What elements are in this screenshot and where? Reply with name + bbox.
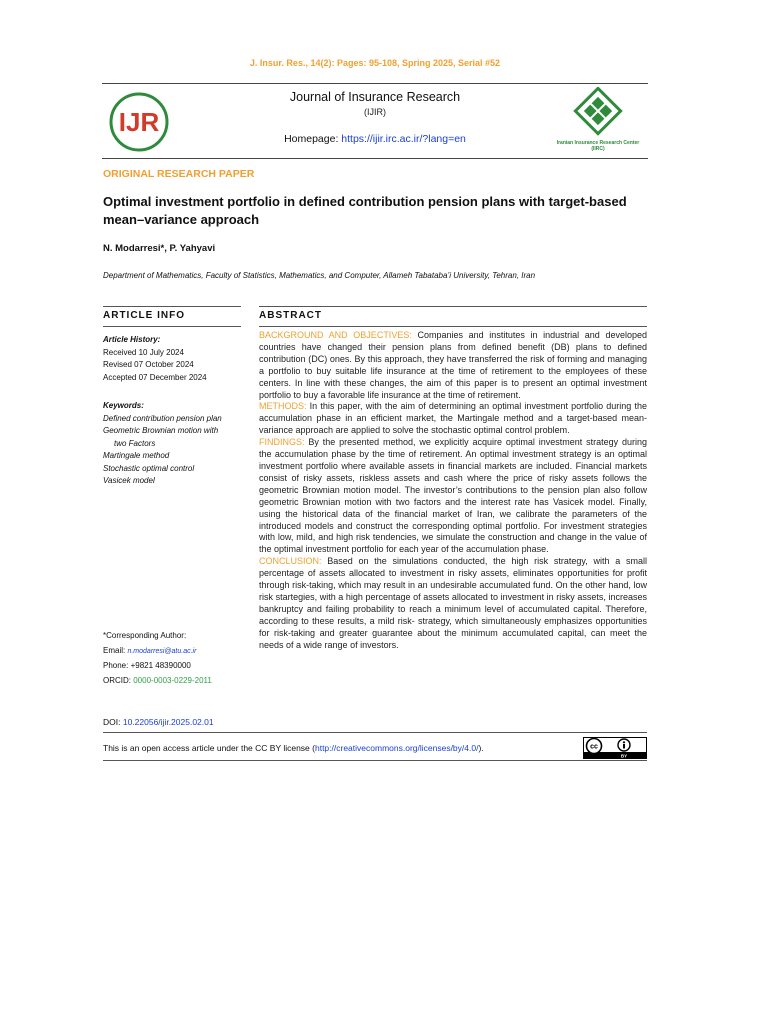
license-notice: This is an open access article under the CC BY license (http://creativecommons.org/licenses/by/4.0/).	[103, 743, 484, 753]
header-top-rule	[102, 83, 648, 84]
article-history	[103, 334, 253, 384]
abstract-heading: ABSTRACT	[259, 310, 322, 321]
keyword: Defined contribution pension plan	[103, 413, 222, 423]
abstract-body	[259, 330, 647, 651]
article-info-top-rule	[103, 306, 241, 307]
authors: N. Modarresi*, P. Yahyavi	[103, 243, 216, 254]
revised-date: Revised 07 October 2024	[103, 360, 194, 369]
orcid-link[interactable]: 0000-0003-0229-2011	[133, 676, 212, 685]
journal-title: Journal of Insurance Research	[289, 90, 461, 104]
accepted-date: Accepted 07 December 2024	[103, 372, 207, 382]
license-bottom-rule	[103, 760, 647, 761]
keyword: Geometric Brownian motion with	[103, 426, 219, 435]
abstract-conclusion: CONCLUSION: Based on the simulations conducted, the high risk strategy, with a small percentage of assets allocated to investment in risky assets, eliminates opportunities for profit through risk-taking, which may result in an undesirable accumulated fund. On the other hand, low risk startegies, with a high percentage of assets allocated to investment in risky assets, increases bankruptcy and failing probability to reach a minimum level of accumulated capital. Therefore, according to these results, a mild risk- strategy, which simultaneously emphasizes opportunities for risk-taking and greater guarantee about the minimum accumulated capital, can meet the needs of a wide range of investors.	[259, 556, 647, 650]
doi-link[interactable]: 10.22056/ijir.2025.02.01	[122, 717, 214, 727]
abstract-methods: METHODS: In this paper, with the aim of determining an optimal investment portfolio during the accumulation phase in an efficient market, the Martingale method and a target-based mean-variance approach are applied to solve the stochastic optimal control problem.	[259, 401, 647, 436]
abstract-background: BACKGROUND AND OBJECTIVES: Companies and institutes in industrial and developed countries have changed their pension plans from defined benefit (DB) plans to defined contribution (DC) ones. By this approach, they have transferred the risk of forming and managing a portfolio to buy suitable life insurance at the time of retirement to the employees of these centers. In line with these changes, the aim of this paper is to present an optimal investment portfolio to buy a favorable life insurance at the time of retirement.	[259, 330, 647, 400]
license-link[interactable]: http://creativecommons.org/licenses/by/4.0/	[314, 743, 479, 753]
cc-badge-text: BY	[620, 753, 628, 759]
homepage-link[interactable]: https://ijir.irc.ac.ir/?lang=en	[341, 133, 466, 145]
license-top-rule	[103, 732, 647, 733]
keywords-block	[103, 400, 253, 488]
svg-text:cc: cc	[590, 743, 598, 751]
corresponding-phone: Phone: +9821 48390000	[103, 661, 191, 670]
abstract-top-rule	[259, 306, 647, 307]
journal-homepage	[230, 133, 520, 145]
corresponding-email: Email: n.modarresi@atu.ac.ir	[103, 646, 197, 655]
article-info-heading: ARTICLE INFO	[103, 310, 185, 321]
ijir-logo	[106, 92, 172, 152]
header-bottom-rule	[102, 158, 648, 159]
abstract-findings: FINDINGS: By the presented method, we explicitly acquire optimal investment strategy during the accumulation phase by the time of retirement. An optimal investment strategy is an optimal investment portfolio where available assets in financial markets are included. Financial markets consist of risky assets, riskless assets and cash where the price of risky assets follows the geometric Brownian motion model. The investor’s contributions to the pension plan also follow geometric Brownian motion with two factors and the interest rate has Vasicek model. Finally, using the historical data of the financial market of Iran, we calibrate the parameters of the introduced models and construct the corresponding optimal portfolio. For investment strategies with low, mild, and high risk tendencies, we simulate the construction and change in the value of the optimal investment portfolio for each year of the accumulation phase.	[259, 437, 647, 555]
abstract-bottom-rule	[259, 326, 647, 327]
keyword: Stochastic optimal control	[103, 463, 195, 473]
iirc-logo-text: Iranian Insurance Research Center (IIRC)	[556, 140, 640, 152]
keyword: Martingale method	[103, 451, 170, 460]
doi: DOI: 10.22056/ijir.2025.02.01	[103, 717, 214, 727]
received-date: Received 10 July 2024	[103, 347, 184, 357]
paper-type-label: ORIGINAL RESEARCH PAPER	[103, 168, 255, 180]
homepage-label: Homepage:	[284, 133, 339, 145]
ijir-logo-text: IJR	[118, 107, 160, 137]
email-link[interactable]: n.modarresi@atu.ac.ir	[127, 648, 197, 655]
journal-citation: J. Insur. Res., 14(2): Pages: 95-108, Spring 2025, Serial #52	[249, 58, 501, 68]
keyword: Vasicek model	[103, 476, 155, 485]
article-info-bottom-rule	[103, 326, 241, 327]
cc-by-badge-icon[interactable]	[583, 737, 647, 759]
affiliation: Department of Mathematics, Faculty of Statistics, Mathematics, and Computer, Allameh Tabataba’i University, Tehran, Iran	[103, 271, 536, 280]
keywords-label: Keywords:	[103, 401, 144, 410]
history-label: Article History:	[103, 335, 161, 344]
paper-title: Optimal investment portfolio in defined contribution pension plans with target-based mean–variance approach	[103, 194, 627, 227]
corresponding-orcid: ORCID: 0000-0003-0229-2011	[103, 676, 212, 685]
corresponding-author-heading: *Corresponding Author:	[103, 631, 187, 640]
journal-abbreviation: (IJIR)	[364, 107, 386, 117]
keyword: two Factors	[114, 438, 156, 448]
